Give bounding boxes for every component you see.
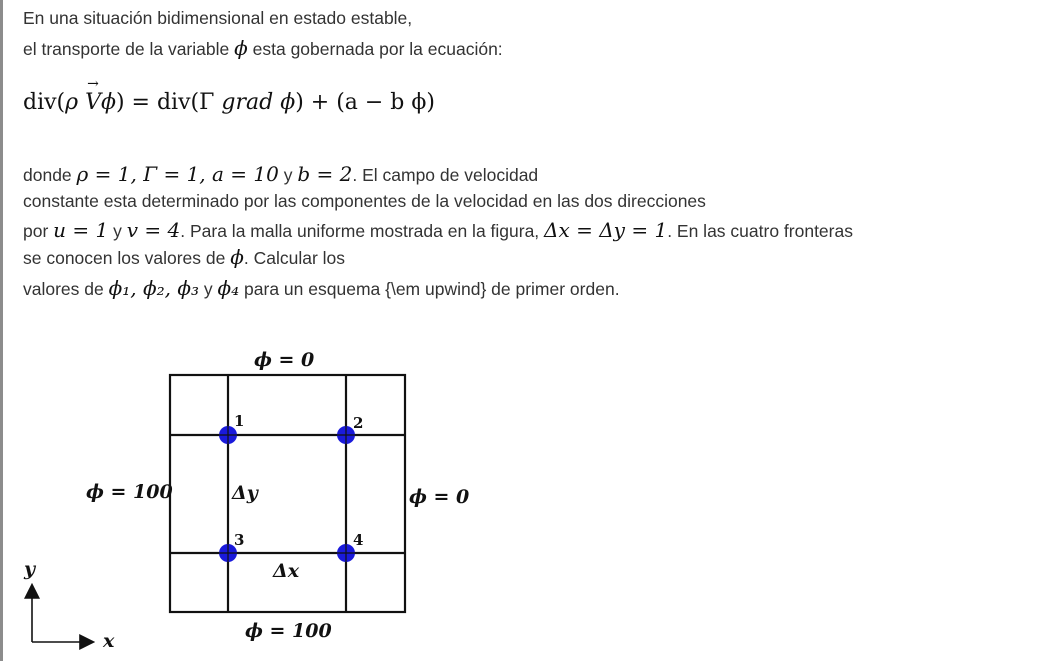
bc-top: ϕ = 0 [254, 349, 315, 371]
eq-grad: grad [221, 90, 274, 115]
eq-div-left: div( [23, 90, 66, 115]
line4-pre: donde [23, 165, 72, 185]
line4-post: . El campo de velocidad [352, 165, 539, 185]
node-label-1: 1 [234, 412, 245, 430]
eq-vec-v: → V [85, 90, 101, 115]
line6-delta: Δx = Δy = 1 [544, 218, 668, 242]
line6-v: v = 4 [126, 218, 181, 242]
line2-post: esta gobernada por la ecuación: [252, 39, 503, 59]
line1-text: En una situación bidimensional en estado estable, [23, 8, 413, 28]
phi-symbol: ϕ [234, 36, 248, 60]
line6-pre: por [23, 221, 49, 241]
line8-phi4: ϕ₄ [217, 276, 240, 300]
line8-y: y [203, 279, 213, 299]
eq-rho: ρ [65, 90, 79, 115]
axis-y-label: y [24, 558, 36, 580]
node-label-2: 2 [353, 414, 364, 432]
axis-x-label: x [103, 630, 115, 652]
line4-b: b = 2 [297, 162, 353, 186]
line6-y: y [113, 221, 122, 241]
line8-post: para un esquema {\em upwind} de primer orden. [244, 279, 620, 299]
delta-x-label: Δx [273, 560, 300, 582]
line6-u: u = 1 [53, 218, 109, 242]
delta-y-label: Δy [232, 482, 258, 504]
line4-y: y [283, 165, 293, 185]
line7-post: . Calcular los [243, 248, 346, 268]
line2-pre: el transporte de la variable [23, 39, 230, 59]
bc-bottom: ϕ = 100 [245, 620, 332, 642]
node-label-4: 4 [353, 531, 364, 549]
line6-mid: . Para la malla uniforme mostrada en la figura, [180, 221, 540, 241]
line7-phi: ϕ [230, 245, 244, 269]
line4-math: ρ = 1, Γ = 1, a = 10 [76, 162, 279, 186]
line6-post: . En las cuatro fronteras [667, 221, 853, 241]
eq-phi-right: ϕ [280, 90, 296, 115]
bc-right: ϕ = 0 [409, 486, 470, 508]
eq-phi-left: ϕ [100, 90, 116, 115]
node-label-3: 3 [234, 531, 245, 549]
line7-pre: se conocen los valores de [23, 248, 226, 268]
eq-div-right: ) = div(Γ [115, 90, 215, 115]
line8-vals: ϕ₁, ϕ₂, ϕ₃ [108, 276, 200, 300]
eq-source: ) + (a − b ϕ) [295, 90, 435, 115]
line8-pre: valores de [23, 279, 104, 299]
bc-left: ϕ = 100 [86, 481, 173, 503]
line5-text: constante esta determinado por las componentes de la velocidad en las dos direcciones [23, 191, 706, 211]
